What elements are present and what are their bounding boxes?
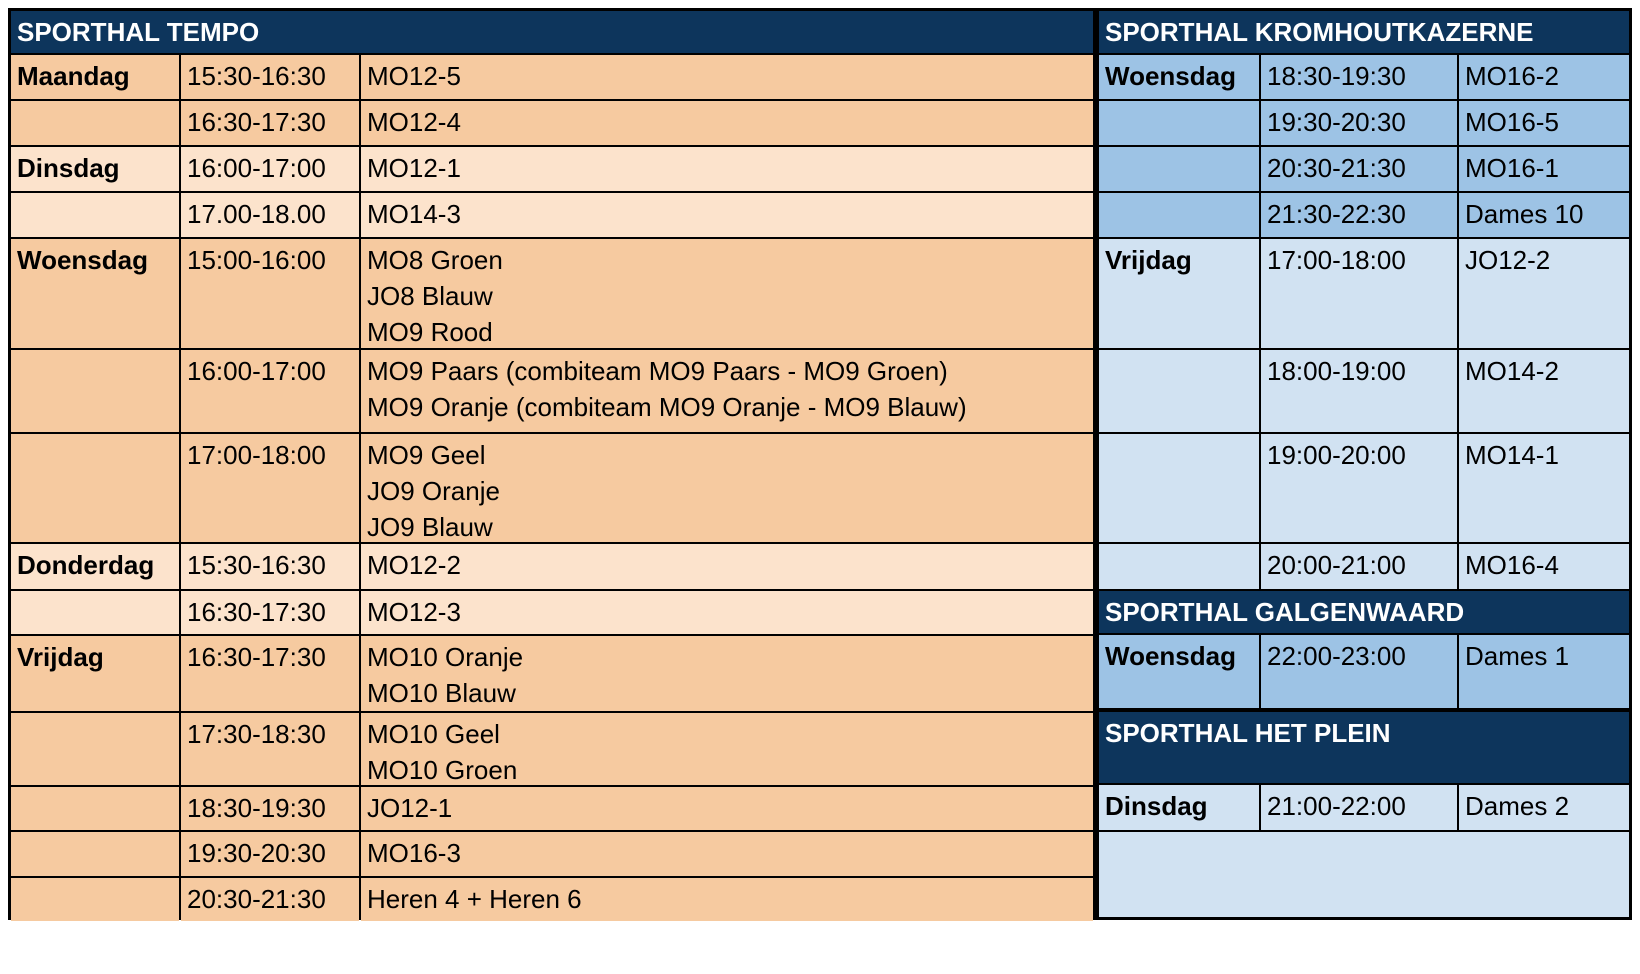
tempo-time-cell: 17:00-18:00	[181, 434, 359, 542]
tempo-time-cell: 16:30-17:30	[181, 636, 359, 711]
tempo-day-cell	[11, 832, 179, 876]
kromhout-time-cell: 19:00-20:00	[1261, 434, 1457, 542]
galgenwaard-team-cell: Dames 1	[1459, 635, 1629, 708]
tempo-teams-cell	[361, 787, 1093, 830]
team-name: MO12-5	[367, 61, 461, 91]
team-name: MO8 Groen	[367, 245, 503, 275]
tempo-day-cell	[11, 878, 179, 921]
tempo-day-cell: Vrijdag	[11, 636, 179, 711]
empty-filler-cell	[1099, 832, 1629, 917]
team-name: MO14-3	[367, 199, 461, 229]
kromhout-team-cell: MO14-1	[1459, 434, 1629, 542]
kromhout-day-cell	[1099, 350, 1259, 432]
tempo-teams-cell	[361, 878, 1093, 921]
tempo-teams-cell	[361, 544, 1093, 589]
tempo-teams-cell	[361, 591, 1093, 634]
tempo-time-cell: 16:30-17:30	[181, 101, 359, 145]
team-name: MO16-3	[367, 838, 461, 868]
tempo-time-cell: 15:30-16:30	[181, 55, 359, 99]
team-name: MO9 Geel	[367, 440, 486, 470]
kromhout-team-cell: MO14-2	[1459, 350, 1629, 432]
tempo-day-cell	[11, 101, 179, 145]
galgenwaard-title: SPORTHAL GALGENWAARD	[1099, 591, 1629, 633]
right-tables-body	[1099, 11, 1629, 917]
tempo-day-cell	[11, 434, 179, 542]
team-name: JO9 Oranje	[367, 476, 500, 506]
kromhout-team-cell: MO16-1	[1459, 147, 1629, 191]
team-name: MO9 Oranje (combiteam MO9 Oranje - MO9 Blauw)	[367, 392, 967, 422]
tempo-time-cell: 15:30-16:30	[181, 544, 359, 589]
kromhout-team-cell: MO16-4	[1459, 544, 1629, 589]
tempo-teams-cell	[361, 350, 1093, 432]
kromhout-time-cell: 18:00-19:00	[1261, 350, 1457, 432]
kromhout-day-cell: Woensdag	[1099, 55, 1259, 99]
kromhout-team-cell: Dames 10	[1459, 193, 1629, 237]
tempo-teams-cell	[361, 636, 1093, 711]
team-name: JO9 Blauw	[367, 512, 493, 542]
galgenwaard-time-cell: 22:00-23:00	[1261, 635, 1457, 708]
kromhout-title: SPORTHAL KROMHOUTKAZERNE	[1099, 11, 1629, 53]
plein-team-cell: Dames 2	[1459, 785, 1629, 830]
kromhout-team-cell: MO16-2	[1459, 55, 1629, 99]
tempo-day-cell: Woensdag	[11, 239, 179, 348]
tempo-time-cell: 20:30-21:30	[181, 878, 359, 921]
team-name: JO12-1	[367, 793, 453, 823]
kromhout-day-cell	[1099, 544, 1259, 589]
kromhout-team-cell: MO16-5	[1459, 101, 1629, 145]
kromhout-time-cell: 17:00-18:00	[1261, 239, 1457, 348]
tempo-time-cell: 16:00-17:00	[181, 147, 359, 191]
kromhout-day-cell	[1099, 434, 1259, 542]
tempo-table-body	[11, 11, 1093, 917]
tempo-day-cell	[11, 193, 179, 237]
tempo-time-cell: 17:30-18:30	[181, 713, 359, 785]
right-tables	[1096, 8, 1632, 920]
tempo-day-cell: Dinsdag	[11, 147, 179, 191]
team-name: JO8 Blauw	[367, 281, 493, 311]
tempo-teams-cell	[361, 434, 1093, 542]
tempo-title: SPORTHAL TEMPO	[11, 11, 1093, 53]
kromhout-day-cell	[1099, 101, 1259, 145]
tempo-teams-cell	[361, 147, 1093, 191]
kromhout-time-cell: 20:00-21:00	[1261, 544, 1457, 589]
tempo-teams-cell	[361, 713, 1093, 785]
tempo-day-cell: Donderdag	[11, 544, 179, 589]
team-name: MO10 Groen	[367, 755, 518, 785]
kromhout-team-cell: JO12-2	[1459, 239, 1629, 348]
kromhout-time-cell: 19:30-20:30	[1261, 101, 1457, 145]
team-name: MO10 Oranje	[367, 642, 524, 672]
tempo-time-cell: 15:00-16:00	[181, 239, 359, 348]
tempo-day-cell	[11, 713, 179, 785]
tempo-day-cell	[11, 591, 179, 634]
kromhout-time-cell: 20:30-21:30	[1261, 147, 1457, 191]
plein-time-cell: 21:00-22:00	[1261, 785, 1457, 830]
team-name: MO10 Blauw	[367, 678, 516, 708]
tempo-day-cell	[11, 350, 179, 432]
tempo-time-cell: 16:00-17:00	[181, 350, 359, 432]
galgenwaard-day-cell: Woensdag	[1099, 635, 1259, 708]
tempo-table	[8, 8, 1096, 920]
tempo-teams-cell	[361, 101, 1093, 145]
tempo-time-cell: 17.00-18.00	[181, 193, 359, 237]
tempo-time-cell: 16:30-17:30	[181, 591, 359, 634]
tempo-teams-cell	[361, 832, 1093, 876]
team-name: MO12-3	[367, 597, 461, 627]
kromhout-day-cell	[1099, 193, 1259, 237]
team-name: MO9 Paars (combiteam MO9 Paars - MO9 Groen)	[367, 356, 948, 386]
tempo-teams-cell	[361, 193, 1093, 237]
tempo-day-cell	[11, 787, 179, 830]
kromhout-day-cell	[1099, 147, 1259, 191]
tempo-time-cell: 19:30-20:30	[181, 832, 359, 876]
plein-title: SPORTHAL HET PLEIN	[1099, 712, 1629, 783]
tempo-teams-cell	[361, 55, 1093, 99]
kromhout-time-cell: 21:30-22:30	[1261, 193, 1457, 237]
team-name: MO12-1	[367, 153, 461, 183]
tempo-day-cell: Maandag	[11, 55, 179, 99]
kromhout-time-cell: 18:30-19:30	[1261, 55, 1457, 99]
team-name: MO9 Rood	[367, 317, 493, 347]
team-name: MO12-2	[367, 550, 461, 580]
team-name: MO10 Geel	[367, 719, 500, 749]
tempo-teams-cell	[361, 239, 1093, 348]
plein-day-cell: Dinsdag	[1099, 785, 1259, 830]
team-name: Heren 4 + Heren 6	[367, 884, 582, 914]
kromhout-day-cell: Vrijdag	[1099, 239, 1259, 348]
team-name: MO12-4	[367, 107, 461, 137]
tempo-time-cell: 18:30-19:30	[181, 787, 359, 830]
